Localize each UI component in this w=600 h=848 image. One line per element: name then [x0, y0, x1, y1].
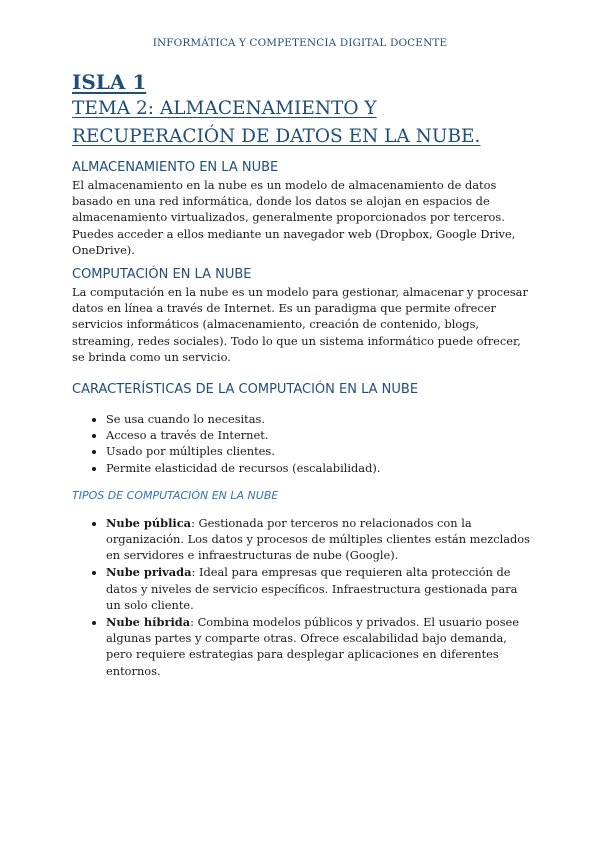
list-item: • Usado por múltiples clientes.	[106, 443, 532, 459]
tipos-list	[72, 515, 532, 679]
list-item-nube-privada	[106, 564, 532, 613]
section-body-almacenamiento: El almacenamiento en la nube es un modelo de almacenamiento de datos basado en una red informática, donde los datos se alojan en espacios de almacenamiento virtualizados, generalmente proporcionados por terceros. Puedes acceder a ellos mediante un navegador web (Dropbox, Google Drive, OneDrive).	[72, 178, 516, 257]
section-heading-almacenamiento: ALMACENAMIENTO EN LA NUBE	[72, 160, 279, 175]
list-item-nube-hibrida	[106, 614, 532, 679]
page-header: INFORMÁTICA Y COMPETENCIA DIGITAL DOCENTE	[152, 37, 448, 49]
term-nube-publica: Nube pública	[106, 515, 192, 530]
term-nube-hibrida: Nube híbrida	[106, 615, 191, 630]
tema-title-line-1: TEMA 2: ALMACENAMIENTO Y	[72, 98, 377, 119]
desc-nube-hibrida: : Combina modelos públicos y privados. El usuario posee algunas partes y comparte otras. Ofrece escalabilidad bajo demanda, pero requiere estrategias para desplegar aplicaciones en diferentes entornos.	[106, 615, 520, 678]
list-item: • Permite elasticidad de recursos (escalabilidad).	[106, 460, 532, 476]
caracteristicas-list	[72, 411, 532, 476]
list-item: • Se usa cuando lo necesitas.	[106, 411, 532, 427]
tipos-subheading: TIPOS DE COMPUTACIÓN EN LA NUBE	[72, 488, 279, 502]
list-item: • Acceso a través de Internet.	[106, 427, 532, 443]
section-heading-computacion: COMPUTACIÓN EN LA NUBE	[72, 267, 252, 283]
list-item-nube-publica	[106, 515, 532, 564]
section-body-computacion: La computación en la nube es un modelo para gestionar, almacenar y procesar datos en línea a través de Internet. Es un paradigma que permite ofrecer servicios informáticos (almacenamiento, creación de contenido, blogs, streaming, redes sociales). Todo lo que un sistema informático puede ofrecer, se brinda como un servicio.	[72, 285, 528, 364]
section-heading-caracteristicas: CARACTERÍSTICAS DE LA COMPUTACIÓN EN LA NUBE	[72, 382, 419, 398]
desc-nube-publica: : Gestionada por terceros no relacionados con la organización. Los datos y procesos de múltiples clientes están mezclados en servidores e infraestructuras de nube (Google).	[106, 515, 531, 563]
desc-nube-privada: : Ideal para empresas que requieren alta protección de datos y niveles de servicio específicos. Infraestructura gestionada para un solo cliente.	[106, 565, 518, 612]
isla-title: ISLA 1	[72, 70, 147, 94]
term-nube-privada: Nube privada	[106, 565, 192, 580]
tema-title-line-2: RECUPERACIÓN DE DATOS EN LA NUBE.	[72, 126, 481, 147]
document-content	[72, 70, 532, 680]
